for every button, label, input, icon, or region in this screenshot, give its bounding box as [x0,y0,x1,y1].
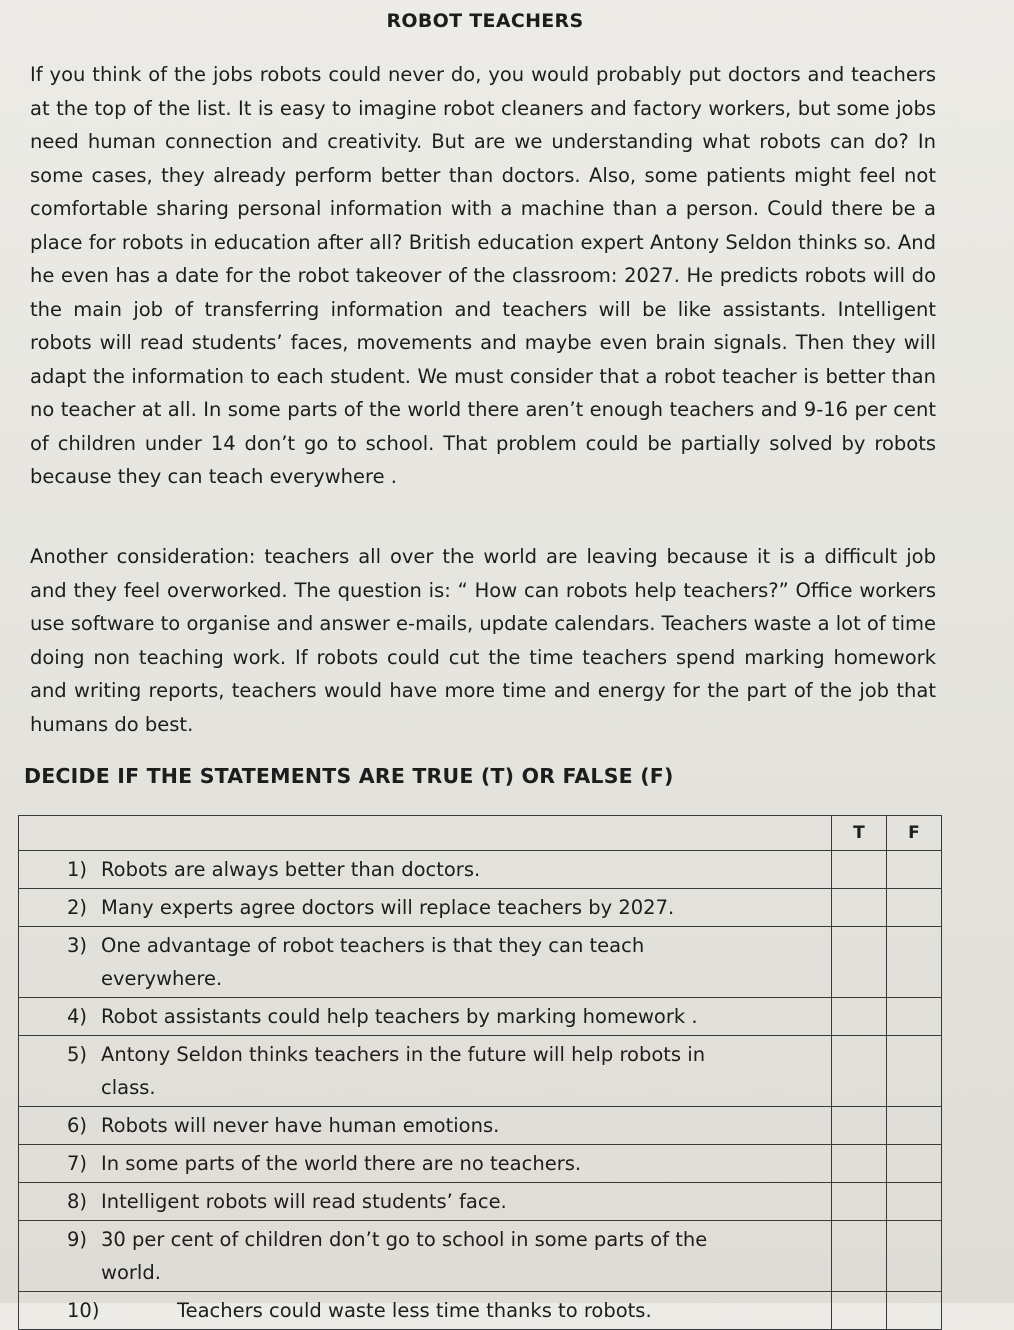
statement-cell [19,927,832,998]
false-answer-cell[interactable] [886,1183,941,1221]
false-answer-cell[interactable] [886,1107,941,1145]
statement-text: Robot assistants could help teachers by marking homework . [101,1005,698,1028]
table-row [19,851,942,889]
statement-number: 8) [67,1190,88,1213]
table-row [19,889,942,927]
statement-number: 6) [67,1114,88,1137]
statement-text-continued: class. [101,1076,156,1099]
true-answer-cell[interactable] [831,1036,886,1107]
table-row [19,1036,942,1107]
true-answer-cell[interactable] [831,1107,886,1145]
false-answer-cell[interactable] [886,1145,941,1183]
true-answer-cell[interactable] [831,1183,886,1221]
header-statement-cell [19,816,832,851]
false-answer-cell[interactable] [886,889,941,927]
statement-text: Antony Seldon thinks teachers in the future will help robots in [101,1043,706,1066]
false-answer-cell[interactable] [886,998,941,1036]
true-answer-cell[interactable] [831,927,886,998]
true-answer-cell[interactable] [831,1145,886,1183]
statement-cell [19,1221,832,1292]
statement-number: 4) [67,1005,88,1028]
statement-number: 9) [67,1228,88,1251]
table-row [19,1292,942,1330]
exercise-instructions: DECIDE IF THE STATEMENTS ARE TRUE (T) OR FALSE (F) [24,764,674,788]
false-answer-cell[interactable] [886,851,941,889]
true-answer-cell[interactable] [831,1221,886,1292]
statement-cell [19,1292,832,1330]
table-row [19,1107,942,1145]
table-row [19,927,942,998]
false-answer-cell[interactable] [886,1036,941,1107]
statement-number: 7) [67,1152,88,1175]
true-answer-cell[interactable] [831,998,886,1036]
statement-number: 3) [67,934,88,957]
reading-paragraph-2: Another consideration: teachers all over the world are leaving because it is a difficult job and they feel overworked. The question is: “ How can robots help teachers?” Office workers use software to organise and answer e-mails, update calendars. Teachers waste a lot of time doing non teaching work. If robots could cut the time teachers spend marking homework and writing reports, teachers would have more time and energy for the part of the job that humans do best. [30,545,936,736]
table-row [19,1183,942,1221]
table-row [19,998,942,1036]
statement-text: Intelligent robots will read students’ face. [101,1190,507,1213]
table-row [19,1145,942,1183]
statement-cell [19,1183,832,1221]
statement-number: 2) [67,896,88,919]
statement-cell [19,1107,832,1145]
true-answer-cell[interactable] [831,1292,886,1330]
statement-text: Robots are always better than doctors. [101,858,481,881]
statement-text: 30 per cent of children don’t go to school in some parts of the [101,1228,708,1251]
false-answer-cell[interactable] [886,1221,941,1292]
statement-text-continued: world. [101,1261,161,1284]
statement-cell [19,1145,832,1183]
statement-text: Teachers could waste less time thanks to robots. [177,1299,652,1322]
statement-text-continued: everywhere. [101,967,223,990]
statement-number: 5) [67,1043,88,1066]
statement-text: Many experts agree doctors will replace teachers by 2027. [101,896,675,919]
true-answer-cell[interactable] [831,889,886,927]
header-true: T [831,816,886,851]
table-row [19,1221,942,1292]
table-header-row [19,816,942,851]
statement-text: In some parts of the world there are no teachers. [101,1152,582,1175]
true-false-table [18,815,942,1330]
statement-text: Robots will never have human emotions. [101,1114,500,1137]
statement-cell [19,998,832,1036]
document-title: ROBOT TEACHERS [386,10,584,32]
false-answer-cell[interactable] [886,1292,941,1330]
statement-number: 10) [67,1299,100,1322]
reading-paragraph-1: If you think of the jobs robots could never do, you would probably put doctors and teachers at the top of the list. It is easy to imagine robot cleaners and factory workers, but some jobs need human connection and creativity. But are we understanding what robots can do? In some cases, they already perform better than doctors. Also, some patients might feel not comfortable sharing personal information with a machine than a person. Could there be a place for robots in education after all? British education expert Antony Seldon thinks so. And he even has a date for the robot takeover of the classroom: 2027. He predicts robots will do the main job of transferring information and teachers will be like assistants. Intelligent robots will read students’ faces, movements and maybe even brain signals. Then they will adapt the information to each student. We must consider that a robot teacher is better than no teacher at all. In some parts of the world there aren’t enough teachers and 9-16 per cent of children under 14 don’t go to school. That problem could be partially solved by robots because they can teach everywhere . [30,63,936,488]
statement-cell [19,889,832,927]
header-false: F [886,816,941,851]
statement-text: One advantage of robot teachers is that they can teach [101,934,645,957]
false-answer-cell[interactable] [886,927,941,998]
statement-cell [19,851,832,889]
statement-cell [19,1036,832,1107]
true-answer-cell[interactable] [831,851,886,889]
statement-number: 1) [67,858,88,881]
